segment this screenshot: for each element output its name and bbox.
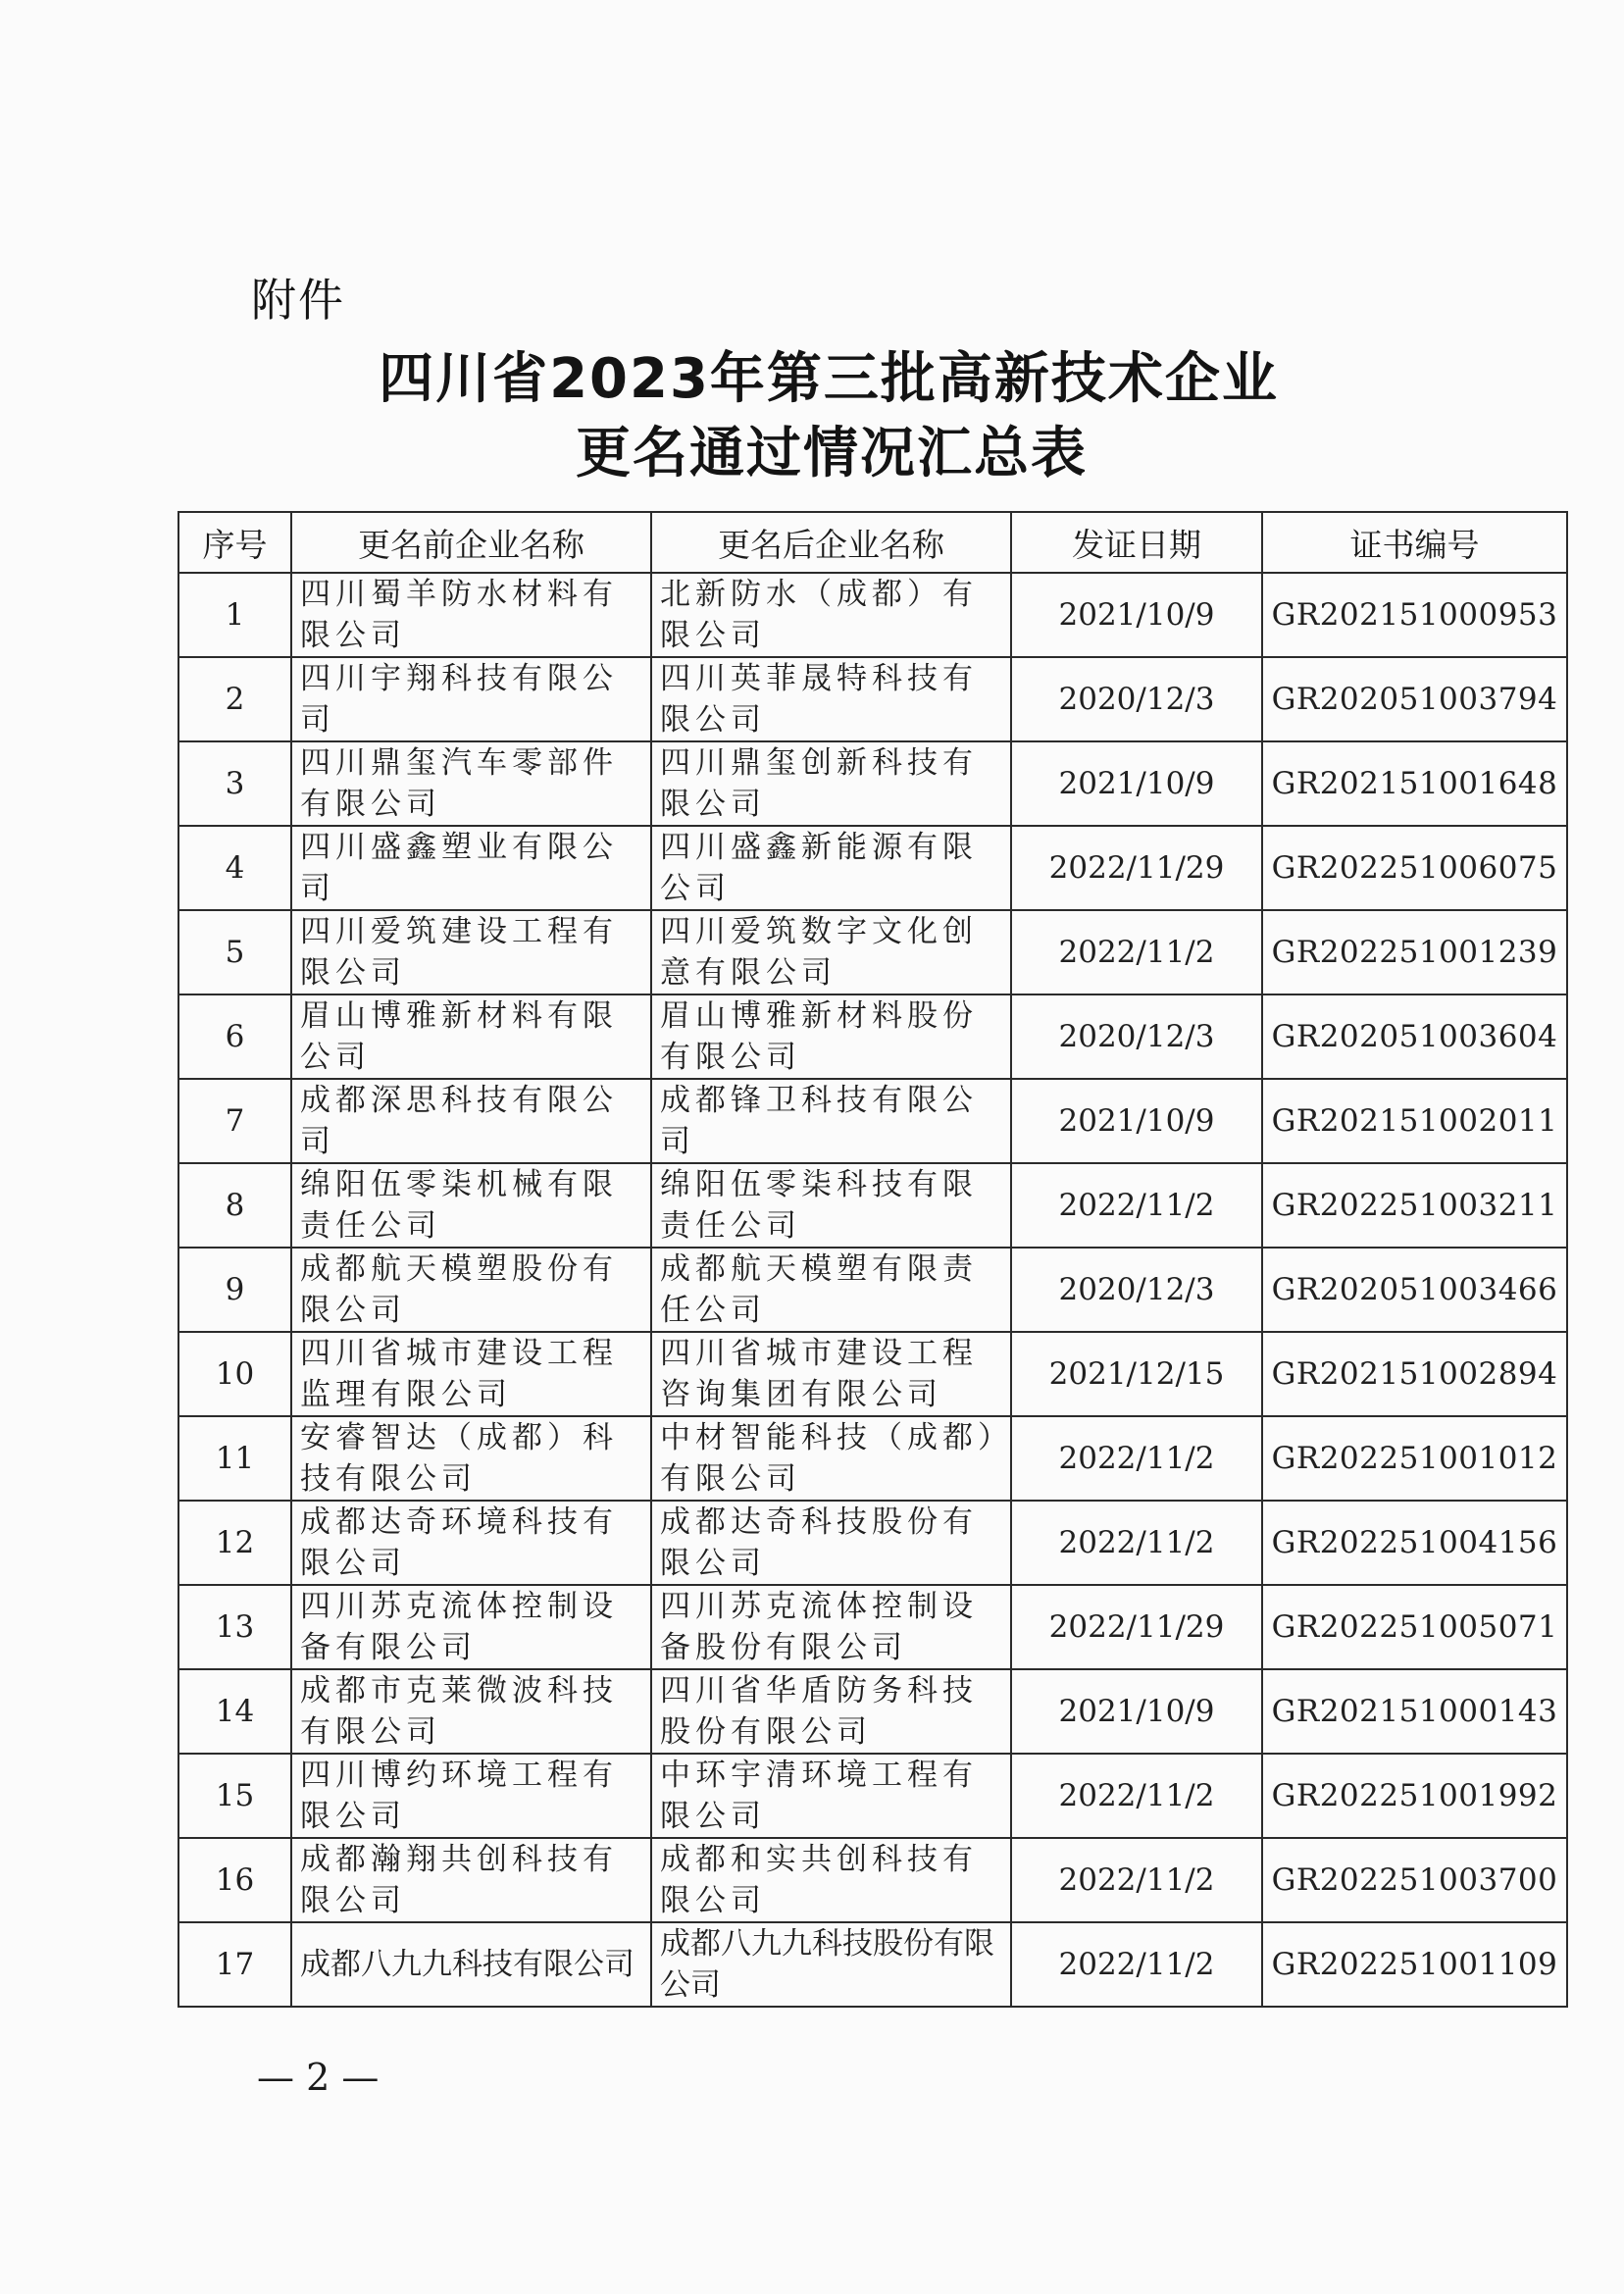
row-certificate-number: GR202251001992: [1262, 1754, 1567, 1838]
row-seq: 15: [178, 1754, 291, 1838]
row-name-before: 四川鼎玺汽车零部件有限公司: [291, 741, 651, 826]
row-seq: 5: [178, 910, 291, 994]
table-row: [178, 1669, 1567, 1754]
row-name-before: 四川盛鑫塑业有限公司: [291, 826, 651, 910]
rename-summary-table: [178, 511, 1568, 2008]
row-seq: 6: [178, 994, 291, 1079]
row-seq: 1: [178, 573, 291, 657]
row-certificate-number: GR202251004156: [1262, 1501, 1567, 1585]
table-row: [178, 1332, 1567, 1416]
row-name-before: 成都八九九科技有限公司: [291, 1922, 651, 2007]
row-issue-date: 2020/12/3: [1011, 1248, 1262, 1332]
row-certificate-number: GR202051003604: [1262, 994, 1567, 1079]
table-row: [178, 1079, 1567, 1163]
table-row: [178, 1922, 1567, 2007]
table-row: [178, 1163, 1567, 1248]
row-issue-date: 2022/11/2: [1011, 910, 1262, 994]
row-certificate-number: GR202251001239: [1262, 910, 1567, 994]
row-name-after: 四川省城市建设工程咨询集团有限公司: [651, 1332, 1011, 1416]
row-issue-date: 2020/12/3: [1011, 994, 1262, 1079]
row-certificate-number: GR202051003794: [1262, 657, 1567, 741]
row-name-after: 四川爱筑数字文化创意有限公司: [651, 910, 1011, 994]
row-name-after: 四川英菲晟特科技有限公司: [651, 657, 1011, 741]
row-name-before: 四川苏克流体控制设备有限公司: [291, 1585, 651, 1669]
row-name-before: 四川宇翔科技有限公司: [291, 657, 651, 741]
table-row: [178, 1248, 1567, 1332]
row-seq: 2: [178, 657, 291, 741]
table-row: [178, 826, 1567, 910]
row-certificate-number: GR202251003700: [1262, 1838, 1567, 1922]
row-certificate-number: GR202251005071: [1262, 1585, 1567, 1669]
row-name-after: 四川省华盾防务科技股份有限公司: [651, 1669, 1011, 1754]
row-issue-date: 2021/10/9: [1011, 1669, 1262, 1754]
row-seq: 10: [178, 1332, 291, 1416]
row-name-before: 四川博约环境工程有限公司: [291, 1754, 651, 1838]
table-row: [178, 1501, 1567, 1585]
document-title-line-1: 四川省2023年第三批高新技术企业: [379, 347, 1279, 411]
row-certificate-number: GR202051003466: [1262, 1248, 1567, 1332]
row-issue-date: 2022/11/2: [1011, 1501, 1262, 1585]
row-name-before: 四川蜀羊防水材料有限公司: [291, 573, 651, 657]
row-issue-date: 2022/11/2: [1011, 1838, 1262, 1922]
header-name-before: 更名前企业名称: [291, 512, 651, 573]
row-name-after: 四川苏克流体控制设备股份有限公司: [651, 1585, 1011, 1669]
table-row: [178, 1754, 1567, 1838]
row-name-before: 成都市克莱微波科技有限公司: [291, 1669, 651, 1754]
row-name-before: 眉山博雅新材料有限公司: [291, 994, 651, 1079]
row-issue-date: 2022/11/29: [1011, 1585, 1262, 1669]
row-issue-date: 2022/11/2: [1011, 1754, 1262, 1838]
row-certificate-number: GR202151000953: [1262, 573, 1567, 657]
header-seq: 序号: [178, 512, 291, 573]
row-seq: 17: [178, 1922, 291, 2007]
row-certificate-number: GR202151001648: [1262, 741, 1567, 826]
row-name-after: 绵阳伍零柒科技有限责任公司: [651, 1163, 1011, 1248]
document-title-line-2: 更名通过情况汇总表: [576, 422, 1088, 485]
table-row: [178, 1838, 1567, 1922]
table-row: [178, 1585, 1567, 1669]
row-seq: 12: [178, 1501, 291, 1585]
row-name-before: 成都深思科技有限公司: [291, 1079, 651, 1163]
header-certificate-number: 证书编号: [1262, 512, 1567, 573]
row-name-after: 北新防水（成都）有限公司: [651, 573, 1011, 657]
row-seq: 3: [178, 741, 291, 826]
table-row: [178, 910, 1567, 994]
row-name-before: 成都航天模塑股份有限公司: [291, 1248, 651, 1332]
row-seq: 4: [178, 826, 291, 910]
row-name-after: 四川盛鑫新能源有限公司: [651, 826, 1011, 910]
row-issue-date: 2022/11/2: [1011, 1416, 1262, 1501]
row-seq: 8: [178, 1163, 291, 1248]
row-issue-date: 2022/11/29: [1011, 826, 1262, 910]
row-name-after: 眉山博雅新材料股份有限公司: [651, 994, 1011, 1079]
row-name-after: 成都八九九科技股份有限公司: [651, 1922, 1011, 2007]
row-name-after: 成都和实共创科技有限公司: [651, 1838, 1011, 1922]
table-row: [178, 741, 1567, 826]
row-issue-date: 2021/10/9: [1011, 1079, 1262, 1163]
row-name-after: 中环宇清环境工程有限公司: [651, 1754, 1011, 1838]
table-row: [178, 994, 1567, 1079]
row-name-after: 成都锋卫科技有限公司: [651, 1079, 1011, 1163]
row-seq: 14: [178, 1669, 291, 1754]
table-row: [178, 657, 1567, 741]
header-name-after: 更名后企业名称: [651, 512, 1011, 573]
row-certificate-number: GR202251001012: [1262, 1416, 1567, 1501]
row-seq: 7: [178, 1079, 291, 1163]
table-row: [178, 573, 1567, 657]
row-certificate-number: GR202151000143: [1262, 1669, 1567, 1754]
row-name-after: 成都航天模塑有限责任公司: [651, 1248, 1011, 1332]
table-row: [178, 1416, 1567, 1501]
row-name-after: 成都达奇科技股份有限公司: [651, 1501, 1011, 1585]
row-certificate-number: GR202251001109: [1262, 1922, 1567, 2007]
row-issue-date: 2021/10/9: [1011, 573, 1262, 657]
row-seq: 13: [178, 1585, 291, 1669]
row-issue-date: 2022/11/2: [1011, 1922, 1262, 2007]
row-name-before: 四川爱筑建设工程有限公司: [291, 910, 651, 994]
row-seq: 16: [178, 1838, 291, 1922]
row-issue-date: 2022/11/2: [1011, 1163, 1262, 1248]
row-name-before: 成都瀚翔共创科技有限公司: [291, 1838, 651, 1922]
row-certificate-number: GR202151002894: [1262, 1332, 1567, 1416]
header-issue-date: 发证日期: [1011, 512, 1262, 573]
row-issue-date: 2020/12/3: [1011, 657, 1262, 741]
row-issue-date: 2021/10/9: [1011, 741, 1262, 826]
row-issue-date: 2021/12/15: [1011, 1332, 1262, 1416]
row-seq: 11: [178, 1416, 291, 1501]
row-seq: 9: [178, 1248, 291, 1332]
row-name-after: 四川鼎玺创新科技有限公司: [651, 741, 1011, 826]
row-certificate-number: GR202151002011: [1262, 1079, 1567, 1163]
row-name-before: 绵阳伍零柒机械有限责任公司: [291, 1163, 651, 1248]
row-name-after: 中材智能科技（成都）有限公司: [651, 1416, 1011, 1501]
table-header-row: [178, 512, 1567, 573]
row-certificate-number: GR202251003211: [1262, 1163, 1567, 1248]
row-name-before: 安睿智达（成都）科技有限公司: [291, 1416, 651, 1501]
row-name-before: 四川省城市建设工程监理有限公司: [291, 1332, 651, 1416]
attachment-label: 附件: [251, 274, 345, 327]
page-number: — 2 —: [257, 2056, 380, 2099]
row-name-before: 成都达奇环境科技有限公司: [291, 1501, 651, 1585]
row-certificate-number: GR202251006075: [1262, 826, 1567, 910]
